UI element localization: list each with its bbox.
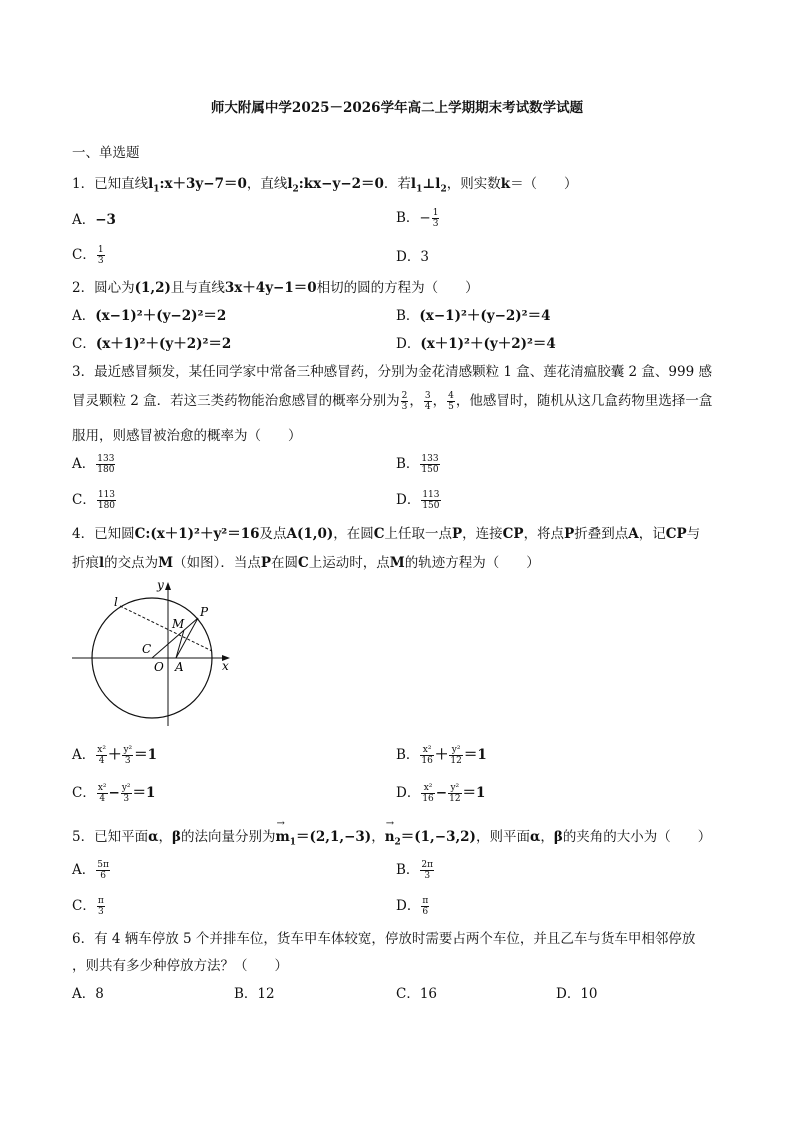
circle-fold-figure — [72, 576, 242, 731]
question-6-line-1: 6．有 4 辆车停放 5 个并排车位，货车甲车体较宽，停放时需要占两个车位，并且乙车与货车甲相邻停放 — [72, 931, 696, 947]
section-heading: 一、单选题 — [72, 145, 140, 161]
page-title: 师大附属中学2025－2026学年高二上学期期末考试数学试题 — [210, 100, 584, 116]
label-a: A — [175, 660, 184, 674]
question-1-stem — [72, 172, 578, 195]
q2-option-a: A．(x−1)²＋(y−2)²＝2 — [72, 308, 227, 324]
q3-option-b: B． $\frac{133}{150}$ — [396, 454, 439, 475]
q6-option-a: A．8 — [72, 986, 104, 1002]
label-y: y — [157, 578, 164, 592]
label-c: C — [142, 642, 152, 656]
q4-option-c: C． $\frac{\text{x²}}{4}$ − $\frac{\text{y²}}{3}$ ＝1 — [72, 783, 156, 804]
q1-option-c: C． $\frac{1}{3}$ — [72, 245, 104, 266]
q3-option-c: C． $\frac{113}{180}$ — [72, 490, 116, 511]
question-3-line-1: 3．最近感冒频发，某任同学家中常备三种感冒药，分别为金花清感颗粒 1 盒、莲花清瘟胶囊 2 盒、999 感 — [72, 364, 712, 380]
q2-option-c: C．(x＋1)²＋(y＋2)²＝2 — [72, 336, 232, 352]
q1-text-b: ．若 — [383, 176, 411, 192]
q1-option-d: D．3 — [396, 249, 429, 265]
q4-option-b: B． $\frac{\text{x²}}{16}$ ＋ $\frac{\text{y²}}{12}$ ＝1 — [396, 745, 487, 766]
q1-text-d: ＝（ ） — [510, 176, 578, 192]
question-2-stem: 2．圆心为(1,2)且与直线3x＋4y−1＝0相切的圆的方程为（ ） — [72, 280, 479, 296]
q2-option-d: D．(x＋1)²＋(y＋2)²＝4 — [396, 336, 556, 352]
q4-option-d: D． $\frac{\text{x²}}{16}$ − $\frac{\text{y²}}{12}$ ＝1 — [396, 783, 486, 804]
q1-condition: $l_1\perp l_2$ — [410, 176, 447, 195]
q4-option-a: A． $\frac{\text{x²}}{4}$ ＋ $\frac{\text{y²}}{3}$ ＝1 — [72, 745, 158, 766]
question-4-line-2: 折痕l的交点为M（如图）．当点P在圆C上运动时，点M的轨迹方程为（ ） — [72, 555, 540, 571]
question-3-line-3: 服用，则感冒被治愈的概率为（ ） — [72, 428, 302, 444]
q5-option-c: C． $\frac{\pi}{3}$ — [72, 896, 104, 917]
question-3-line-2: 冒灵颗粒 2 盒．若这三类药物能治愈感冒的概率分别为 $\frac{2}{3}$ ， $\frac{3}{4}$ ， $\frac{4}{5}$ ，他感冒时，随机从这几盒药物里选择一盒 — [72, 391, 713, 412]
q6-option-c: C．16 — [396, 986, 438, 1002]
question-4-line-1: 4．已知圆C:(x＋1)²＋y²＝16及点A(1,0)，在圆C上任取一点P，连接CP，将点P折叠到点A，记CP与 — [72, 526, 701, 542]
q3-option-a: A． $\frac{133}{180}$ — [72, 454, 115, 475]
q1-l2: $l_2:kx-y-2=0$ — [287, 176, 384, 195]
label-l: l — [114, 595, 118, 609]
label-m: M — [172, 617, 185, 631]
q1-option-a: A．−3 — [72, 212, 116, 228]
question-5-stem: 5．已知平面α，β的法向量分别为 → $m_1=(2,1,-3)$， → $n_2=(1,-3,2)$，则平面α，β的夹角的大小为（ ） — [72, 818, 712, 848]
q1-option-b: B．− $\frac{1}{3}$ — [396, 208, 439, 229]
q3-option-d: D． $\frac{113}{150}$ — [396, 490, 440, 511]
question-6-line-2: ，则共有多少种停放方法？（ ） — [72, 958, 288, 974]
q1-text-a: 1．已知直线 — [72, 176, 149, 192]
q6-option-d: D．10 — [556, 986, 598, 1002]
y-axis-arrow — [165, 582, 171, 590]
q1-l1: $l_1:x+3y-7=0$ — [148, 176, 247, 195]
q6-option-b: B．12 — [234, 986, 275, 1002]
label-o: O — [154, 660, 164, 674]
q1-k: k — [500, 176, 511, 192]
q1-text-mid: ，直线 — [246, 176, 288, 192]
q1-text-c: ，则实数 — [446, 176, 501, 192]
q5-option-a: A． $\frac{5\pi}{6}$ — [72, 860, 109, 881]
q2-option-b: B．(x−1)²＋(y−2)²＝4 — [396, 308, 551, 324]
q5-option-d: D． $\frac{\pi}{6}$ — [396, 896, 429, 917]
label-x: x — [222, 659, 229, 673]
fold-line-l — [120, 606, 212, 651]
label-p: P — [200, 605, 209, 619]
q5-option-b: B． $\frac{2\pi}{3}$ — [396, 860, 434, 881]
